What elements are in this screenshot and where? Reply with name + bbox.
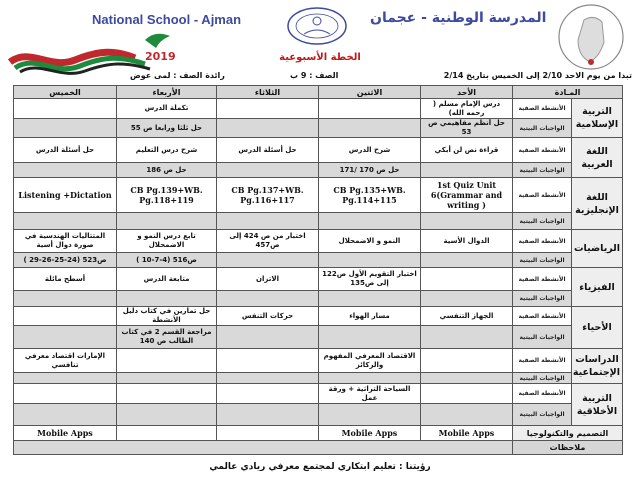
activities-label: الأنشطة الصفية	[513, 99, 572, 119]
homework-cell	[217, 326, 319, 349]
homework-cell: مراجعة القسم 2 في كتاب الطالب ص 140	[117, 326, 217, 349]
activity-cell: Mobile Apps	[421, 426, 513, 441]
school-emblem	[286, 6, 348, 50]
subject-name: الدراسات الإجتماعية	[572, 349, 623, 384]
activities-label: الأنشطة الصفية	[513, 268, 572, 291]
activity-cell: Mobile Apps	[319, 426, 421, 441]
activity-cell: حل أسئلة الدرس	[217, 138, 319, 163]
weekly-plan-table	[13, 85, 623, 455]
homework-cell	[319, 373, 421, 384]
homework-cell	[421, 373, 513, 384]
activity-cell	[217, 99, 319, 119]
homework-cell	[319, 326, 421, 349]
subject-header: المـادة	[513, 86, 623, 99]
activity-cell	[217, 384, 319, 404]
activity-cell: مسار الهواء	[319, 307, 421, 326]
subject-name: التصميم والتكنولوجيا	[513, 426, 623, 441]
homework-cell	[319, 404, 421, 426]
activity-cell: المتتاليات الهندسية في صورة دوال أسية	[14, 230, 117, 253]
homework-cell: حل ثلثا ورابعا ص 55	[117, 119, 217, 138]
day-header: الاثنين	[319, 86, 421, 99]
homework-cell	[421, 291, 513, 307]
activities-row	[14, 307, 623, 326]
year-logo-text: 2019	[145, 50, 176, 63]
activities-row	[14, 138, 623, 163]
date-range: تبدا من يوم الاحد 2/10 إلى الخميس بتاريخ 2/14	[443, 71, 632, 80]
homework-cell	[14, 119, 117, 138]
subject-name: الرياضيات	[572, 230, 623, 268]
activity-cell: أسطح مائلة	[14, 268, 117, 291]
homework-cell	[217, 213, 319, 230]
homework-cell	[421, 253, 513, 268]
flag-2019-logo	[5, 22, 180, 77]
homework-cell	[319, 119, 421, 138]
activity-cell: Mobile Apps	[14, 426, 117, 441]
homework-cell	[14, 213, 117, 230]
homework-cell	[319, 253, 421, 268]
subject-name: التربية الإسلامية	[572, 99, 623, 138]
day-header: الأحد	[421, 86, 513, 99]
homework-cell	[217, 253, 319, 268]
activities-label: الأنشطة الصفية	[513, 230, 572, 253]
activity-cell	[14, 384, 117, 404]
activity-cell: تكملة الدرس	[117, 99, 217, 119]
homework-label: الواجبات البيتية	[513, 373, 572, 384]
homework-cell	[217, 404, 319, 426]
homework-cell	[217, 119, 319, 138]
activity-cell: النمو و الاضمحلال	[319, 230, 421, 253]
homework-cell	[14, 163, 117, 178]
homework-row	[14, 404, 623, 426]
homework-cell	[14, 404, 117, 426]
activity-cell	[421, 384, 513, 404]
activities-row	[14, 178, 623, 213]
homework-label: الواجبات البيتية	[513, 291, 572, 307]
day-header: الثلاثاء	[217, 86, 319, 99]
activity-cell: Listening +Dictation	[14, 178, 117, 213]
activity-cell	[14, 307, 117, 326]
subject-name: اللغة العربية	[572, 138, 623, 178]
activities-row	[14, 349, 623, 373]
school-name-en: National School - Ajman	[92, 12, 242, 27]
homework-cell	[14, 326, 117, 349]
activities-row	[14, 230, 623, 253]
homework-cell	[117, 213, 217, 230]
notes-row	[14, 441, 623, 455]
homework-label: الواجبات البيتية	[513, 213, 572, 230]
activity-cell	[421, 349, 513, 373]
activities-label: الأنشطة الصفية	[513, 138, 572, 163]
activity-cell: الجهاز التنفسي	[421, 307, 513, 326]
activity-cell: CB Pg.139+WB. Pg.118+119	[117, 178, 217, 213]
activities-label: الأنشطة الصفية	[513, 307, 572, 326]
activities-row	[14, 268, 623, 291]
activity-cell	[217, 349, 319, 373]
subject-name: اللغة الإنجليزية	[572, 178, 623, 230]
homework-cell	[117, 404, 217, 426]
activity-cell: اختبار التقويم الأول ص122 إلى ص135	[319, 268, 421, 291]
homework-cell: حل ص 186	[117, 163, 217, 178]
homework-cell: ص516 (4-7-10 )	[117, 253, 217, 268]
activity-cell: شرح الدرس	[319, 138, 421, 163]
homework-cell	[421, 213, 513, 230]
homework-label: الواجبات البيتية	[513, 163, 572, 178]
homework-cell: ص523 (24-25-26-29 )	[14, 253, 117, 268]
activity-cell: حل أسئلة الدرس	[14, 138, 117, 163]
homework-cell	[217, 163, 319, 178]
activity-cell: الاقتصاد المعرفي المفهوم والركائز	[319, 349, 421, 373]
activity-cell	[14, 99, 117, 119]
table-header-row	[14, 86, 623, 99]
plan-title: الخطة الأسبوعية	[279, 52, 361, 63]
class-label: الصف : 9 ب	[290, 71, 339, 80]
notes-cell	[14, 441, 513, 455]
homework-row	[14, 119, 623, 138]
homework-row	[14, 163, 623, 178]
homework-label: الواجبات البيتية	[513, 326, 572, 349]
homework-cell	[217, 373, 319, 384]
activity-cell: حركات التنفس	[217, 307, 319, 326]
homework-label: الواجبات البيتية	[513, 404, 572, 426]
subject-name: التربية الأخلاقية	[572, 384, 623, 426]
activity-cell: شرح درس التعليم	[117, 138, 217, 163]
activity-cell	[117, 426, 217, 441]
activity-cell: الدوال الأسية	[421, 230, 513, 253]
activity-cell	[217, 426, 319, 441]
activity-cell: اختبار من ص 424 إلى ص457	[217, 230, 319, 253]
activities-label: الأنشطة الصفية	[513, 349, 572, 373]
activity-cell: السياحة التراثية + ورقة عمل	[319, 384, 421, 404]
activities-label: الأنشطة الصفية	[513, 178, 572, 213]
homework-cell	[14, 373, 117, 384]
activity-cell: 1st Quiz Unit 6(Grammar and writing )	[421, 178, 513, 213]
subject-name: الأحياء	[572, 307, 623, 349]
homework-label: الواجبات البيتية	[513, 253, 572, 268]
homework-cell	[421, 163, 513, 178]
homework-row	[14, 253, 623, 268]
activity-cell: درس الإمام مسلم ( رحمه الله)	[421, 99, 513, 119]
activity-cell: قراءة نص لن أبكي	[421, 138, 513, 163]
homework-cell	[117, 291, 217, 307]
homework-cell	[319, 213, 421, 230]
activity-cell: الاتزان	[217, 268, 319, 291]
notes-label: ملاحظات	[513, 441, 623, 455]
homework-row	[14, 213, 623, 230]
homework-cell	[14, 291, 117, 307]
design-technology-row	[14, 426, 623, 441]
school-vision: رؤيتنا : تعليم ابتكاري لمجتمع معرفي ريادي عالمي	[209, 462, 431, 472]
activity-cell: تابع درس النمو و الاضمحلال	[117, 230, 217, 253]
homework-row	[14, 326, 623, 349]
activity-cell	[319, 99, 421, 119]
activity-cell: حل تمارين في كتاب دليل الأنشطة	[117, 307, 217, 326]
homework-cell	[319, 291, 421, 307]
school-name-ar: المدرسة الوطنية - عجمان	[370, 10, 547, 26]
homework-cell	[217, 291, 319, 307]
activities-row	[14, 99, 623, 119]
homework-cell: حل ص 170 /171	[319, 163, 421, 178]
activity-cell: CB Pg.137+WB. Pg.116+117	[217, 178, 319, 213]
activities-label: الأنشطة الصفية	[513, 384, 572, 404]
activity-cell: CB Pg.135+WB. Pg.114+115	[319, 178, 421, 213]
activity-cell: الإمارات اقتصاد معرفي تنافسي	[14, 349, 117, 373]
day-header: الخميس	[14, 86, 117, 99]
subject-name: الفيزياء	[572, 268, 623, 307]
homework-row	[14, 291, 623, 307]
class-teacher: رائدة الصف : لمى عوض	[130, 71, 225, 80]
homework-cell	[421, 326, 513, 349]
homework-cell	[117, 373, 217, 384]
day-header: الأربعاء	[117, 86, 217, 99]
activity-cell	[421, 268, 513, 291]
activity-cell	[117, 349, 217, 373]
homework-row	[14, 373, 623, 384]
homework-cell	[421, 404, 513, 426]
activity-cell	[117, 384, 217, 404]
activity-cell: متابعة الدرس	[117, 268, 217, 291]
homework-label: الواجبات البيتية	[513, 119, 572, 138]
year-of-zayed-logo	[556, 2, 626, 76]
homework-cell: حل أنظم مفاهيمي ص 53	[421, 119, 513, 138]
activities-row	[14, 384, 623, 404]
